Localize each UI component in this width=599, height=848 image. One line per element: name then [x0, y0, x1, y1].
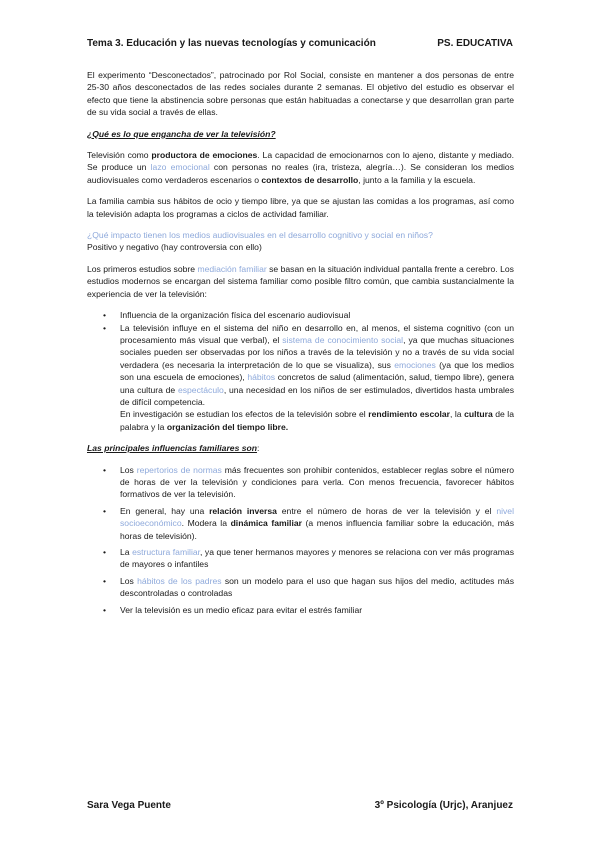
bullet-icon: •: [103, 575, 107, 586]
bullet-icon: •: [103, 464, 107, 475]
bullet-icon: •: [103, 310, 107, 321]
list-item: • Ver la televisión es un medio eficaz para evitar el estrés familiar: [103, 604, 363, 615]
list-item: • Los repertorios de normas más frecuentes son prohibir contenidos, establecer reglas sobre el número de horas de ver la televisión y condiciones para verla. Con menos frecuencia, favorecer hábitos formativos de ver la televisión.: [103, 464, 514, 500]
paragraph-family-habits: La familia cambia sus hábitos de ocio y tiempo libre, ya que se ajustan las comidas a los programas, así como la televisión adapta los programas a ciclos de actividad familiar.: [87, 196, 514, 219]
list-tv-effects: [87, 309, 514, 433]
list-item: • Los hábitos de los padres son un modelo para el uso que hagan sus hijos del medio, actitudes más descontroladas o controladas: [103, 575, 514, 599]
paragraph-emotions: Televisión como productora de emociones. La capacidad de emocionarnos con lo ajeno, distante y mediado. Se produce un lazo emocional con personas no reales (ira, tristeza, alegría…). Se consideran los medios audiovisuales como verdaderos escenarios o contextos de desarrollo, junto a la familia y la escuela.: [87, 150, 515, 185]
page-header: [87, 38, 513, 50]
header-subject: PS. EDUCATIVA: [437, 38, 513, 49]
list-item: • La estructura familiar, ya que tener hermanos mayores y menores se relaciona con ver más programas de mayores o infantiles: [103, 547, 514, 570]
footer-author: Sara Vega Puente: [87, 800, 171, 811]
list-item: • La televisión influye en el sistema del niño en desarrollo en, al menos, el sistema cognitivo (con un procesamiento más visual que verbal), el sistema de conocimiento social, ya que muchas situaciones sociales pueden ser observadas por los niños a través de la televisión y no a través de su vida social verdadera (es necesaria la interpretación de lo que se visualiza), sus emociones (ya que los medios son una escuela de emociones), hábitos concretos de salud (alimentación, salud, tiempo libre), genera una cultura de espectáculo, una necesidad en los niños de ser estimulados, divertidos hasta umbrales de difícil competencia. En investigación se estudian los efectos de la televisión sobre el rendimiento escolar, la cultura de la palabra y la organización del tiempo libre.: [103, 322, 515, 432]
paragraph-family-mediation: Los primeros estudios sobre mediación familiar se basan en la situación individual pantalla frente a cerebro. Los estudios modernos se encargan del sistema familiar como posible filtro común, que cambia sustancialmente la experiencia de ver la televisión:: [87, 263, 514, 299]
footer-course: 3º Psicología (Urjc), Aranjuez: [374, 800, 513, 811]
question-2-answer: Positivo y negativo (hay controversia con ello): [87, 242, 262, 253]
bullet-icon: •: [103, 604, 107, 615]
list-family-influences: [87, 464, 514, 616]
list-item: • Influencia de la organización física del escenario audiovisual: [103, 310, 351, 321]
bullet-icon: •: [103, 505, 107, 516]
page-footer: [87, 800, 513, 812]
paragraph-intro: El experimento “Desconectados”, patrocinado por Rol Social, consiste en mantener a dos personas de entre 25-30 años desconectados de las redes sociales durante 2 semanas. El objetivo del estudio es observar el efecto que tiene la abstinencia sobre personas que están habituadas a conectarse y que desarrollan gran parte de su vida social a través de ellas.: [87, 70, 514, 118]
document-body: [87, 69, 514, 625]
bullet-icon: •: [103, 322, 107, 333]
header-title: Tema 3. Educación y las nuevas tecnologías y comunicación: [87, 38, 376, 49]
list-item: • En general, hay una relación inversa entre el número de horas de ver la televisión y el nivel socioeconómico. Modera la dinámica familiar (a menos influencia familiar sobre la educación, más horas de televisión).: [103, 505, 514, 541]
question-heading-1: ¿Qué es lo que engancha de ver la televisión?: [87, 128, 276, 139]
question-heading-3: Las principales influencias familiares son:: [87, 443, 260, 454]
bullet-icon: •: [103, 547, 107, 557]
question-heading-2: ¿Qué impacto tienen los medios audiovisuales en el desarrollo cognitivo y social en niños?: [87, 230, 433, 241]
